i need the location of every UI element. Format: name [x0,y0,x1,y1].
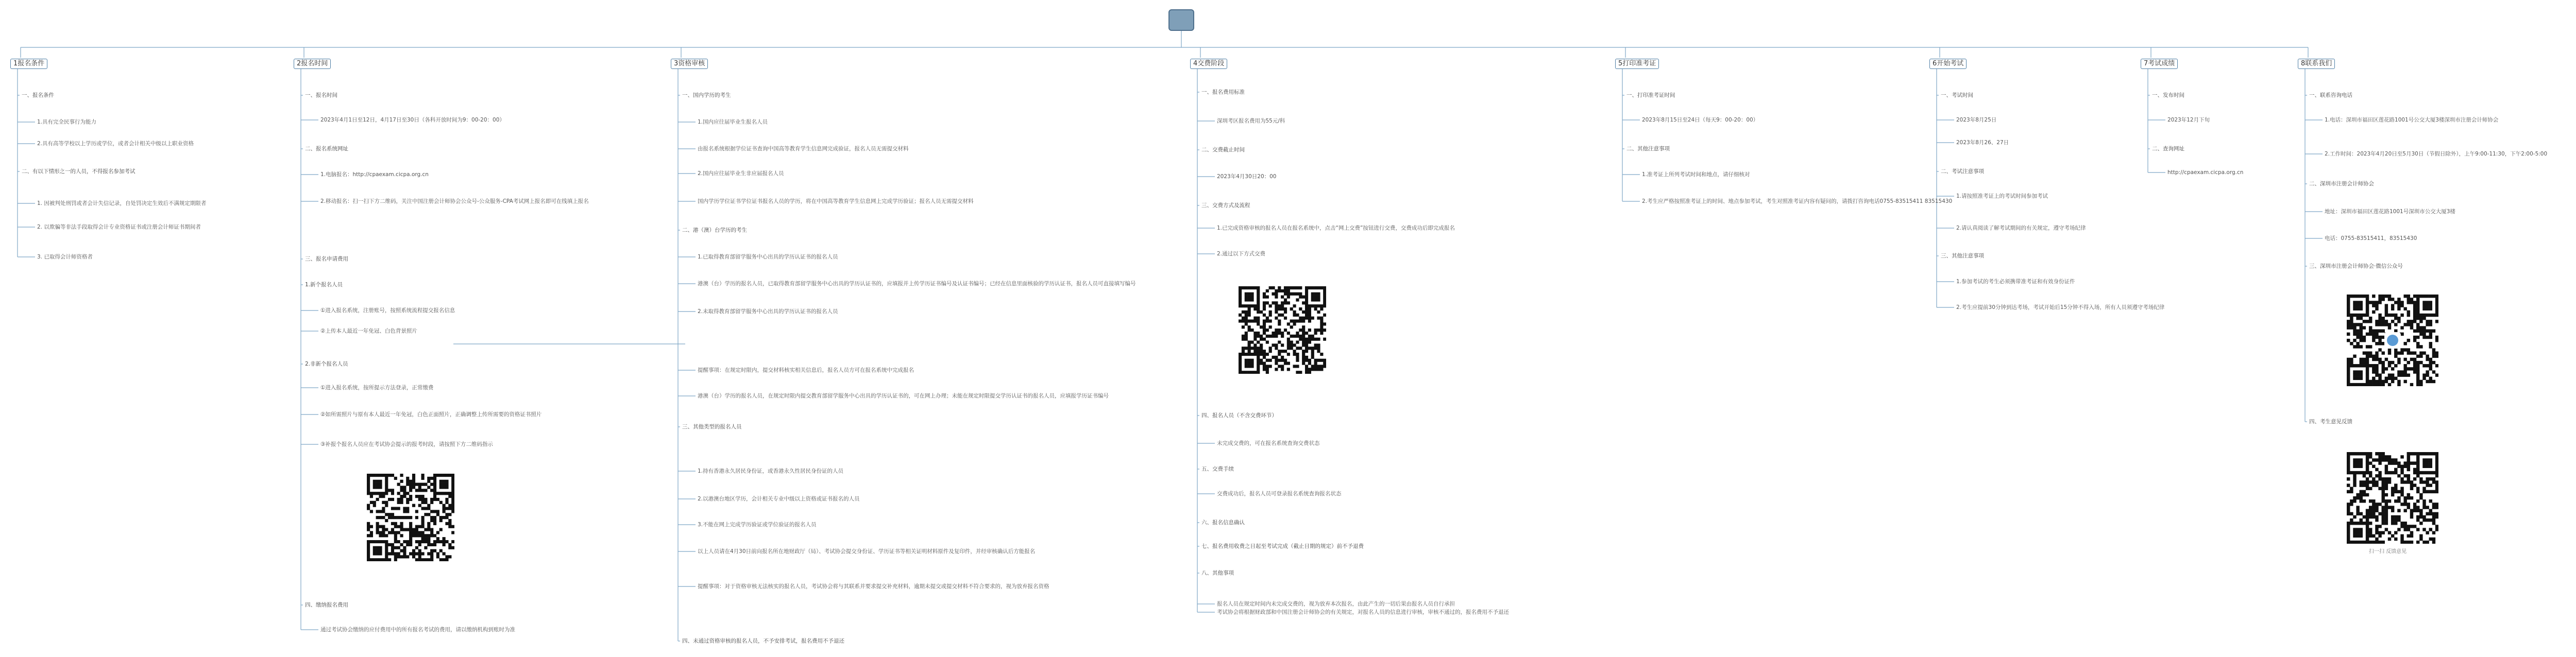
detail-item[interactable]: 3.不能在网上完成学历验证或学位验证的报名人员 [698,522,817,528]
detail-item[interactable]: 2.考生应严格按照准考证上的时间、地点参加考试，考生对照准考证内容有疑问的，请拨打咨询电话0755-83515411 83515430 [1642,198,1953,204]
detail-item[interactable]: 1.国内应往届毕业生报名人员 [698,119,768,125]
detail-item[interactable]: 2023年8月26、27日 [1956,140,2009,146]
detail-item[interactable]: 2. 以欺骗等非法手段取得会计专业资格证书或注册会计师证书期间者 [37,224,201,230]
section-heading[interactable]: 一、报名时间 [305,92,337,98]
detail-item[interactable]: 交费成功后，报名人员可登录报名系统查询报名状态 [1217,491,1342,497]
detail-item[interactable]: 2.国内应往届毕业生非应届报名人员 [698,170,784,177]
detail-item[interactable]: 通过考试协会缴纳的应付费用中的所有报名考试的费用，请以缴纳机构到账时为准 [320,627,515,633]
category-node[interactable] [2141,58,2178,69]
root-node[interactable] [1168,9,1194,31]
section-heading[interactable]: 三、报名申请费用 [305,256,348,262]
detail-item[interactable]: ③补报个报名人员应在考试协会提示的报考时段，请按照下方二维码指示 [320,441,493,447]
detail-item[interactable]: 1.电话：深圳市福田区莲花路1001号公交大厦3楼深圳市注册会计师协会 [2325,117,2499,123]
detail-item[interactable]: 2023年8月15日至24日（每天9：00-20：00） [1642,117,1759,123]
section-heading[interactable]: 四、未通过资格审核的报名人员，不予安排考试，报名费用不予退还 [682,638,844,644]
category-label: 5打印准考证 [1615,59,1659,69]
detail-item[interactable]: 2023年12月下旬 [2167,117,2210,123]
qr-code-feedback [2347,452,2438,544]
section-heading[interactable]: 七、报名费用收费之日起至考试完成（截止日期的规定）前不予退费 [1201,543,1364,549]
detail-item[interactable]: 港澳（台）学历的报名人员，已取得教育部留学服务中心出具的学历认证书的，应填报并上传学历证书编号及认证书编号；已经在信息里面核验的学历认证书，报名人员可直接填写编号 [698,281,1136,287]
detail-item[interactable]: 港澳（台）学历的报名人员，在规定时限内提交教育部留学服务中心出具的学历认证书的，可在网上办理；未能在规定时限提交学历认证书的报名人员，应填报学历证书编号 [698,393,1109,399]
section-heading[interactable]: 二、港（澳）台学历的考生 [682,227,747,233]
detail-item[interactable]: ②上传本人最近一年免冠、白色背景照片 [320,328,417,334]
section-heading[interactable]: 三、深圳市注册会计师协会·微信公众号 [2309,263,2403,269]
section-heading[interactable]: 一、发布时间 [2152,92,2184,98]
detail-item[interactable]: 2.工作时间：2023年4月20日至5月30日（节假日除外），上午9:00-11:30，下午2:00-5:00 [2325,151,2548,157]
detail-item[interactable]: 提醒事项：在规定时限内，提交材料核实相关信息后，报名人员方可在报名系统中完成报名 [698,367,914,373]
detail-item[interactable]: 2023年4月1日至12日，4月17日至30日（各科开放时间为9：00-20：00） [320,117,505,123]
qr-code-wechat-account [2347,295,2438,386]
detail-item[interactable]: 提醒事项：对于资格审核无法核实的报名人员，考试协会将与其联系并要求提交补充材料，逾期未提交或提交材料不符合要求的，视为放弃报名资格 [698,583,1049,590]
detail-item[interactable]: 2023年8月25日 [1956,117,1997,123]
category-label: 4交费阶段 [1190,59,1227,69]
category-node[interactable] [10,58,47,69]
detail-item[interactable]: 电话：0755-83515411，83515430 [2325,235,2417,241]
detail-item[interactable]: 2.以港澳台地区学历，会计相关专业中级以上资格或证书报名的人员 [698,496,860,502]
category-label: 8联系我们 [2298,59,2335,69]
detail-item[interactable]: 国内学历学位证书学位证书报名人员的学历，将在中国高等教育学生信息网上完成学历验证；报名人员无需提交材料 [698,198,974,204]
section-heading[interactable]: 二、交费截止时间 [1201,147,1245,153]
section-heading[interactable]: 三、其他类型的报名人员 [682,424,742,430]
section-heading[interactable]: 六、报名信息确认 [1201,520,1245,526]
category-node[interactable] [671,58,708,69]
detail-item[interactable]: 以上人员请在4月30日前向报名所在地财政厅（局）、考试协会提交身份证、学历证书等相关证明材料原件及复印件，并经审核确认后方能报名 [698,548,1036,555]
detail-item[interactable]: 深圳考区报名费用为55元/科 [1217,118,1285,124]
section-heading[interactable]: 二、有以下情形之一的人员，不得报名参加考试 [22,168,135,175]
detail-item[interactable]: 2.具有高等学校以上学历或学位，或者会计相关中级以上职业资格 [37,141,194,147]
detail-item[interactable]: 3. 已取得会计师资格者 [37,254,93,260]
section-heading[interactable]: 二、深圳市注册会计师协会 [2309,181,2374,187]
section-heading[interactable]: 三、交费方式及流程 [1201,202,1250,209]
detail-item[interactable]: 1.请按照准考证上的考试时间参加考试 [1956,193,2048,199]
detail-item[interactable]: 2.通过以下方式交费 [1217,251,1266,257]
detail-item[interactable]: 地址：深圳市福田区莲花路1001号深圳市公交大厦3楼 [2325,209,2455,215]
section-heading[interactable]: 四、报名人员（不含交费环节） [1201,412,1277,419]
section-heading[interactable]: 2.非新个报名人员 [305,361,348,367]
category-label: 6开始考试 [1929,59,1967,69]
detail-item[interactable]: 未完成交费的，可在报名系统查询交费状态 [1217,440,1320,446]
detail-item[interactable]: 2.移动报名：扫一扫下方二维码，关注中国注册会计师协会公众号-公众服务-CPA考试网上报名即可在线填上报名 [320,198,589,204]
section-heading[interactable]: 八、其他事项 [1201,570,1234,576]
section-heading[interactable]: 五、交费手续 [1201,466,1234,472]
category-node[interactable] [294,58,331,69]
category-label: 7考试成绩 [2141,59,2178,69]
detail-item[interactable]: ①进入报名系统，按所提示方法登录，正常缴费 [320,385,434,391]
detail-item[interactable]: 2023年4月30日20：00 [1217,174,1277,180]
detail-item[interactable]: 1.已取得教育部留学服务中心出具的学历认证书的报名人员 [698,254,838,260]
section-heading[interactable]: 三、其他注意事项 [1941,253,1984,259]
section-heading[interactable]: 四、考生意见反馈 [2309,419,2352,425]
detail-item[interactable]: http://cpaexam.cicpa.org.cn [2167,169,2244,176]
section-heading[interactable]: 二、其他注意事项 [1626,146,1670,152]
section-heading[interactable]: 二、考试注意事项 [1941,168,1984,175]
category-label: 2报名时间 [294,59,331,69]
category-label: 1报名条件 [10,59,47,69]
qr-code-payment [1239,286,1326,374]
qr-code-registration [367,474,454,561]
category-label: 3资格审核 [671,59,708,69]
detail-item[interactable]: 由报名系统根据学位证书查询中国高等教育学生信息网完成验证，报名人员无需提交材料 [698,146,909,152]
detail-item[interactable]: 考试协会将根据财政部和中国注册会计师协会的有关规定，对报名人员的信息进行审核，审核不通过的，报名费用不予退还 [1217,609,1509,615]
section-heading[interactable]: 二、查询网址 [2152,146,2184,152]
section-heading[interactable]: 1.新个报名人员 [305,282,343,288]
detail-item[interactable]: ②如所需照片与原有本人最近一年免冠，白色正面照片，正确调整上传所需要的资格证书照片 [320,411,542,418]
detail-item[interactable]: 1.参加考试的考生必须携带准考证和有效身份证件 [1956,279,2075,285]
category-node[interactable] [1929,58,1967,69]
section-heading[interactable]: 一、考试时间 [1941,92,1973,98]
section-heading[interactable]: 一、国内学历的考生 [682,92,731,98]
section-heading[interactable]: 四、缴纳报名费用 [305,602,348,608]
detail-item[interactable]: 1.持有香港永久居民身份证，或香港永久性居民身份证的人员 [698,468,844,474]
section-heading[interactable]: 一、报名费用标准 [1201,89,1245,95]
detail-item[interactable]: 2.考生应提前30分钟到达考场，考试开始后15分钟不得入场，所有人员须遵守考场纪律 [1956,304,2165,310]
category-node[interactable] [1615,58,1659,69]
qr-caption-feedback: 扫一扫 反馈意见 [2369,549,2407,555]
section-heading[interactable]: 一、联系咨询电话 [2309,92,2352,98]
detail-item[interactable]: 1.具有完全民事行为能力 [37,119,97,125]
detail-item[interactable]: ①进入报名系统，注册账号，按照系统流程提交报名信息 [320,307,455,314]
category-node[interactable] [2298,58,2335,69]
detail-item[interactable]: 1. 因被判处刑罚或者会计失信记录，自处罚决定生效后不满规定期限者 [37,200,207,206]
section-heading[interactable]: 一、报名条件 [22,92,54,98]
detail-item[interactable]: 报名人员在规定时间内未完成交费的，视为放弃本次报名，由此产生的一切后果由报名人员自行承担 [1217,601,1455,607]
section-heading[interactable]: 一、打印准考证时间 [1626,92,1675,98]
detail-item[interactable]: 2.请认真阅读了解考试期间的有关规定，遵守考场纪律 [1956,225,2086,231]
detail-item[interactable]: 1.电脑报名：http://cpaexam.cicpa.org.cn [320,171,429,178]
category-node[interactable] [1190,58,1227,69]
detail-item[interactable]: 1.准考证上所列考试时间和地点，请仔细核对 [1642,171,1750,178]
detail-item[interactable]: 2.未取得教育部留学服务中心出具的学历认证书的报名人员 [698,308,838,315]
section-heading[interactable]: 二、报名系统网址 [305,146,348,152]
detail-item[interactable]: 1.已完成资格审核的报名人员在报名系统中，点击“网上交费”按钮进行交费，交费成功后即完成报名 [1217,225,1455,231]
